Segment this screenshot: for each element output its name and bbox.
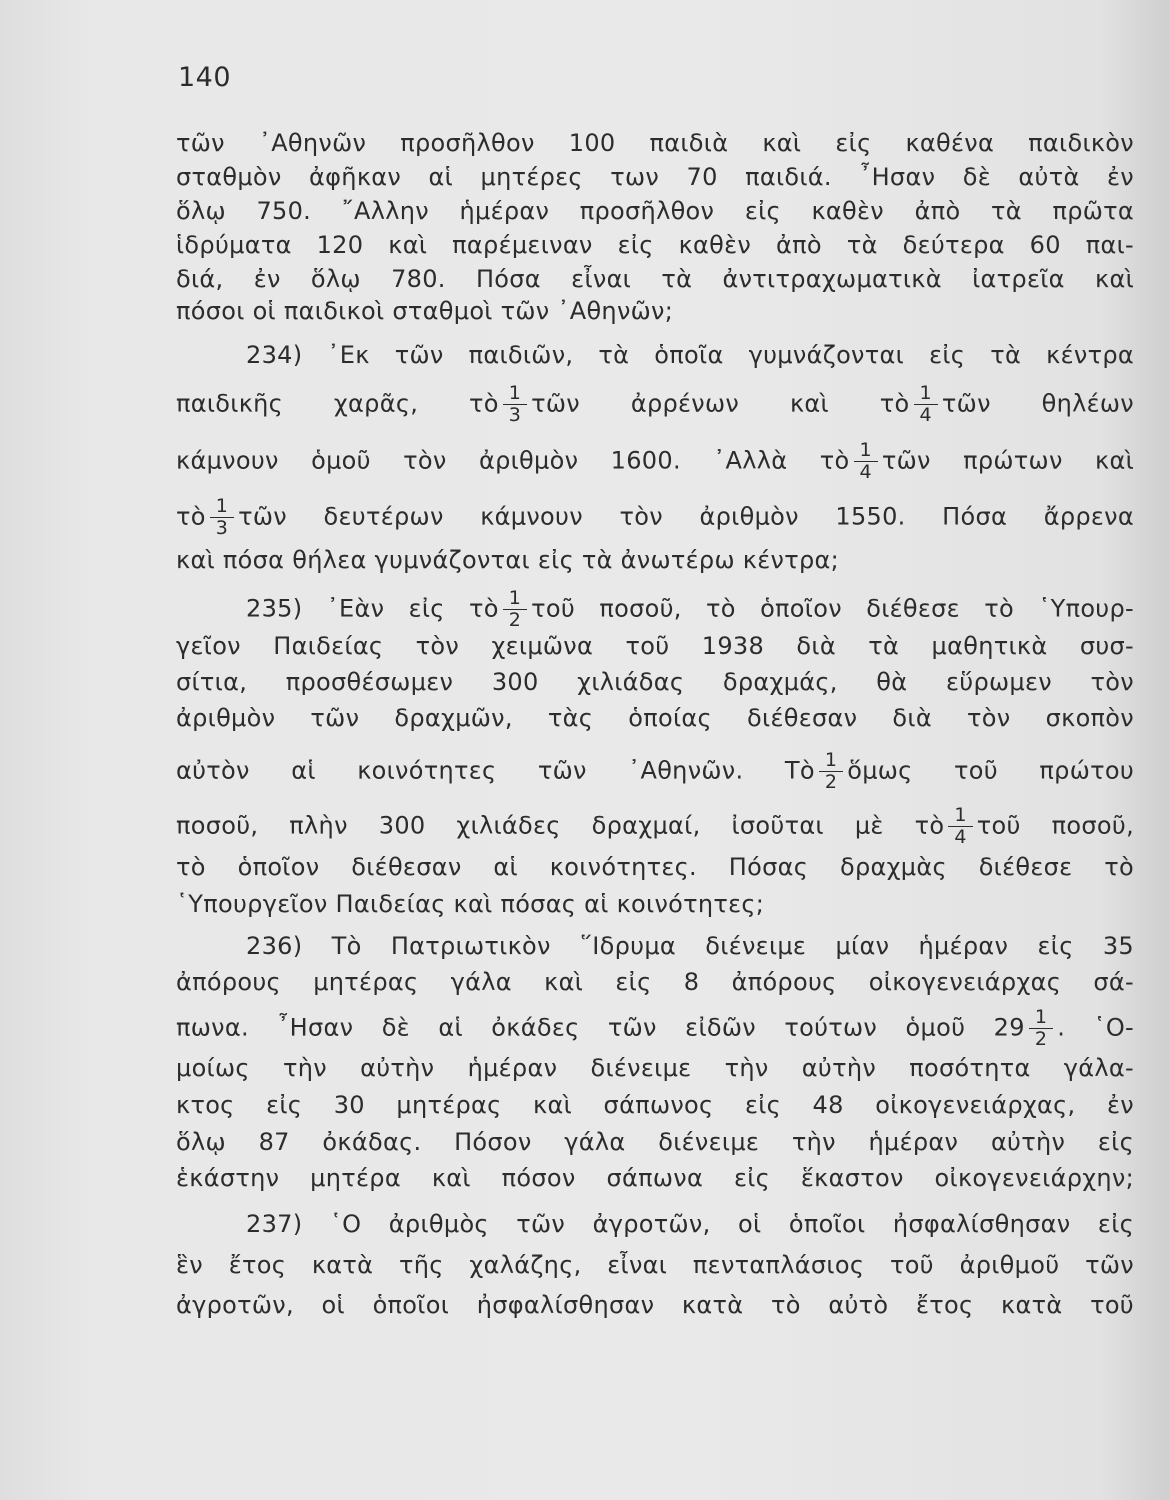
fraction-one-half <box>1029 1007 1053 1050</box>
problem-235-start <box>176 588 1134 631</box>
text-line: ὅλῳ 750. ῎Αλλην ἡμέραν προσῆλθον εἰς καθὲν ἀπὸ τὰ πρῶτα <box>176 197 1134 225</box>
problem-236-start: 236) Τὸ Πατριωτικὸν ῞Ιδρυμα διένειμε μίαν ἡμέραν εἰς 35 <box>246 932 1134 960</box>
text-segment: κάμνουν ὁμοῦ τὸν ἀριθμὸν 1600. ᾿Αλλὰ τὸ <box>176 446 850 475</box>
text-line-with-fraction <box>176 496 1134 539</box>
text-segment: αὐτὸν αἱ κοινότητες τῶν ᾿Αθηνῶν. Τὸ <box>176 756 815 785</box>
denominator: 3 <box>210 517 234 539</box>
text-line: σίτια, προσθέσωμεν 300 χιλιάδας δραχμάς, θὰ εὕρωμεν τὸν <box>176 668 1134 696</box>
fraction-one-third <box>210 496 234 539</box>
text-line-with-fraction <box>176 440 1134 483</box>
denominator: 2 <box>819 771 843 793</box>
text-segment: τῶν θηλέων <box>941 389 1134 418</box>
text-line-with-fractions <box>176 383 1134 426</box>
text-line: ἀριθμὸν τῶν δραχμῶν, τὰς ὁποίας διέθεσαν διὰ τὸν σκοπὸν <box>176 704 1134 732</box>
fraction-one-quarter <box>948 805 972 848</box>
numerator: 1 <box>215 495 229 517</box>
text-line: κτος εἰς 30 μητέρας καὶ σάπωνος εἰς 48 οἰκογενειάρχας, ἐν <box>176 1091 1134 1119</box>
text-line: διά, ἐν ὅλῳ 780. Πόσα εἶναι τὰ ἀντιτραχωματικὰ ἰατρεῖα καὶ <box>176 265 1134 293</box>
text-line: ῾Υπουργεῖον Παιδείας καὶ πόσας αἱ κοινότητες; <box>176 890 765 918</box>
numerator: 1 <box>1034 1006 1048 1028</box>
numerator: 1 <box>824 749 838 771</box>
text-line: τὸ ὁποῖον διέθεσαν αἱ κοινότητες. Πόσας δραχμὰς διέθεσε τὸ <box>176 853 1134 881</box>
text-segment: τοῦ ποσοῦ, <box>976 811 1134 840</box>
text-segment: τῶν πρώτων καὶ <box>881 446 1135 475</box>
text-segment: τῶν δευτέρων κάμνουν τὸν ἀριθμὸν 1550. Πόσα ἄρρενα <box>238 502 1134 531</box>
text-line: ἓν ἔτος κατὰ τῆς χαλάζης, εἶναι πενταπλάσιος τοῦ ἀριθμοῦ τῶν <box>176 1251 1134 1279</box>
text-segment: τοῦ ποσοῦ, τὸ ὁποῖον διέθεσε τὸ ῾Υπουρ- <box>531 594 1134 623</box>
fraction-one-quarter <box>854 440 878 483</box>
text-line-with-fraction <box>176 805 1134 848</box>
text-line: τῶν ᾿Αθηνῶν προσῆλθον 100 παιδιὰ καὶ εἰς καθένα παιδικὸν <box>176 129 1134 157</box>
text-segment: 235) ᾿Εὰν εἰς τὸ <box>246 594 499 623</box>
denominator: 2 <box>1029 1028 1053 1050</box>
problem-237-start: 237) ῾Ο ἀριθμὸς τῶν ἀγροτῶν, οἱ ὁποῖοι ἠσφαλίσθησαν εἰς <box>246 1210 1134 1238</box>
text-line: καὶ πόσα θήλεα γυμνάζονται εἰς τὰ ἀνωτέρω κέντρα; <box>176 546 840 574</box>
denominator: 2 <box>503 609 527 631</box>
text-segment: τῶν ἀρρένων καὶ τὸ <box>531 389 910 418</box>
numerator: 1 <box>508 587 522 609</box>
text-segment: . ῾Ο- <box>1057 1013 1134 1042</box>
page-number: 140 <box>178 62 232 93</box>
denominator: 4 <box>948 826 972 848</box>
problem-234-start: 234) ᾿Εκ τῶν παιδιῶν, τὰ ὁποῖα γυμνάζονται εἰς τὰ κέντρα <box>246 341 1134 369</box>
text-line-with-fraction <box>176 750 1134 793</box>
denominator: 4 <box>914 404 938 426</box>
numerator: 1 <box>508 382 522 404</box>
numerator: 1 <box>954 804 967 826</box>
denominator: 3 <box>503 404 527 426</box>
fraction-one-half <box>503 588 527 631</box>
text-line: ἑκάστην μητέρα καὶ πόσον σάπωνα εἰς ἕκαστον οἰκογενειάρχην; <box>176 1164 1134 1192</box>
fraction-one-third <box>503 383 527 426</box>
text-line: ἀπόρους μητέρας γάλα καὶ εἰς 8 ἀπόρους οἰκογενειάρχας σά- <box>176 968 1134 996</box>
numerator: 1 <box>919 382 932 404</box>
text-segment: πωνα. ῏Ησαν δὲ αἱ ὀκάδες τῶν εἰδῶν τούτων ὁμοῦ 29 <box>176 1013 1025 1042</box>
numerator: 1 <box>859 439 872 461</box>
text-segment: ποσοῦ, πλὴν 300 χιλιάδες δραχμαί, ἰσοῦται μὲ τὸ <box>176 811 945 840</box>
text-line-with-mixed-number <box>176 1007 1134 1050</box>
fraction-one-quarter <box>914 383 938 426</box>
text-line: ὅλῳ 87 ὀκάδας. Πόσον γάλα διένειμε τὴν ἡμέραν αὐτὴν εἰς <box>176 1128 1134 1156</box>
text-line: ἀγροτῶν, οἱ ὁποῖοι ἠσφαλίσθησαν κατὰ τὸ αὐτὸ ἔτος κατὰ τοῦ <box>176 1291 1134 1319</box>
text-segment: τὸ <box>176 502 206 531</box>
denominator: 4 <box>854 461 878 483</box>
text-line: γεῖον Παιδείας τὸν χειμῶνα τοῦ 1938 διὰ τὰ μαθητικὰ συσ- <box>176 632 1134 660</box>
text-line: μοίως τὴν αὐτὴν ἡμέραν διένειμε τὴν αὐτὴν ποσότητα γάλα- <box>176 1054 1134 1082</box>
text-segment: ὅμως τοῦ πρώτου <box>847 756 1135 785</box>
text-line: πόσοι οἱ παιδικοὶ σταθμοὶ τῶν ᾿Αθηνῶν; <box>176 297 674 325</box>
text-line: σταθμὸν ἀφῆκαν αἱ μητέρες των 70 παιδιά. ῏Ησαν δὲ αὐτὰ ἐν <box>176 163 1134 191</box>
text-line: ἱδρύματα 120 καὶ παρέμειναν εἰς καθὲν ἀπὸ τὰ δεύτερα 60 παι- <box>176 231 1134 259</box>
text-segment: παιδικῆς χαρᾶς, τὸ <box>176 389 499 418</box>
fraction-one-half <box>819 750 843 793</box>
